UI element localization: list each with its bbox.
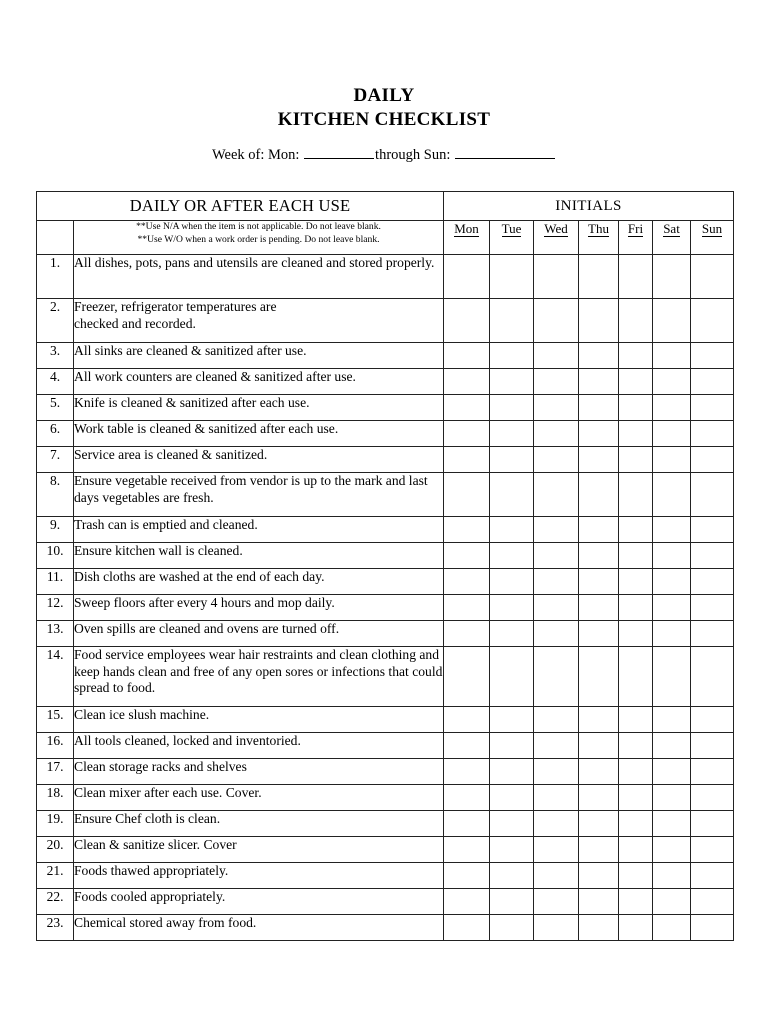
initial-cell-mon[interactable]	[444, 733, 490, 759]
table-row	[37, 889, 734, 915]
week-of-middle-label: through Sun:	[375, 147, 451, 163]
initial-cell-sun[interactable]	[691, 863, 734, 889]
initial-cell-sat[interactable]	[653, 343, 691, 369]
initial-cell-thu[interactable]	[579, 863, 619, 889]
initial-cell-thu[interactable]	[579, 473, 619, 517]
initial-cell-sat[interactable]	[653, 517, 691, 543]
initial-cell-sat[interactable]	[653, 395, 691, 421]
initial-cell-fri[interactable]	[619, 569, 653, 595]
initial-cell-sat[interactable]	[653, 759, 691, 785]
initial-cell-sun[interactable]	[691, 255, 734, 299]
initial-cell-tue[interactable]	[490, 621, 534, 647]
initial-cell-wed[interactable]	[534, 785, 579, 811]
table-row	[37, 395, 734, 421]
initial-cell-sat[interactable]	[653, 447, 691, 473]
initial-cell-sun[interactable]	[691, 759, 734, 785]
initial-cell-sun[interactable]	[691, 299, 734, 343]
initial-cell-mon[interactable]	[444, 621, 490, 647]
task-description: Work table is cleaned & sanitized after each use.	[74, 421, 444, 447]
initial-cell-wed[interactable]	[534, 707, 579, 733]
initial-cell-sat[interactable]	[653, 785, 691, 811]
initial-cell-sat[interactable]	[653, 863, 691, 889]
initial-cell-thu[interactable]	[579, 421, 619, 447]
initial-cell-mon[interactable]	[444, 889, 490, 915]
initial-cell-tue[interactable]	[490, 759, 534, 785]
header-day-sat	[653, 221, 691, 255]
table-row	[37, 785, 734, 811]
initial-cell-thu[interactable]	[579, 447, 619, 473]
task-description: All tools cleaned, locked and inventoried.	[74, 733, 444, 759]
header-usage-notes	[74, 221, 444, 255]
task-number: 3.	[37, 343, 74, 369]
initial-cell-mon[interactable]	[444, 811, 490, 837]
initial-cell-tue[interactable]	[490, 785, 534, 811]
initial-cell-sun[interactable]	[691, 343, 734, 369]
table-row	[37, 421, 734, 447]
initial-cell-sat[interactable]	[653, 543, 691, 569]
initial-cell-mon[interactable]	[444, 343, 490, 369]
task-number: 21.	[37, 863, 74, 889]
task-number: 11.	[37, 569, 74, 595]
day-label-fri: Fri	[627, 221, 644, 236]
initial-cell-thu[interactable]	[579, 343, 619, 369]
initial-cell-fri[interactable]	[619, 421, 653, 447]
task-description: All dishes, pots, pans and utensils are cleaned and stored properly.	[74, 255, 444, 299]
initial-cell-wed[interactable]	[534, 517, 579, 543]
task-number: 17.	[37, 759, 74, 785]
initial-cell-sat[interactable]	[653, 733, 691, 759]
initial-cell-fri[interactable]	[619, 595, 653, 621]
initial-cell-thu[interactable]	[579, 647, 619, 707]
initial-cell-fri[interactable]	[619, 621, 653, 647]
task-number: 10.	[37, 543, 74, 569]
task-number: 7.	[37, 447, 74, 473]
task-description	[74, 299, 444, 343]
week-end-date-blank[interactable]	[455, 145, 555, 159]
initial-cell-thu[interactable]	[579, 595, 619, 621]
initial-cell-fri[interactable]	[619, 733, 653, 759]
day-label-wed: Wed	[544, 221, 568, 236]
header-day-fri	[619, 221, 653, 255]
task-description-line: checked and recorded.	[74, 315, 196, 331]
initial-cell-mon[interactable]	[444, 421, 490, 447]
initial-cell-sat[interactable]	[653, 647, 691, 707]
table-row	[37, 369, 734, 395]
initial-cell-wed[interactable]	[534, 647, 579, 707]
initial-cell-fri[interactable]	[619, 647, 653, 707]
table-row	[37, 647, 734, 707]
initial-cell-thu[interactable]	[579, 299, 619, 343]
initial-cell-sat[interactable]	[653, 595, 691, 621]
initial-cell-sun[interactable]	[691, 395, 734, 421]
task-description: Oven spills are cleaned and ovens are turned off.	[74, 621, 444, 647]
initial-cell-wed[interactable]	[534, 569, 579, 595]
initial-cell-sun[interactable]	[691, 569, 734, 595]
initial-cell-sun[interactable]	[691, 785, 734, 811]
initial-cell-fri[interactable]	[619, 889, 653, 915]
initial-cell-mon[interactable]	[444, 569, 490, 595]
initial-cell-thu[interactable]	[579, 759, 619, 785]
initial-cell-wed[interactable]	[534, 733, 579, 759]
initial-cell-mon[interactable]	[444, 785, 490, 811]
table-row	[37, 595, 734, 621]
initial-cell-mon[interactable]	[444, 915, 490, 941]
initial-cell-wed[interactable]	[534, 863, 579, 889]
initial-cell-tue[interactable]	[490, 395, 534, 421]
initial-cell-tue[interactable]	[490, 447, 534, 473]
document-title	[0, 84, 768, 132]
table-row	[37, 915, 734, 941]
table-row	[37, 447, 734, 473]
initial-cell-fri[interactable]	[619, 517, 653, 543]
table-row	[37, 473, 734, 517]
initial-cell-fri[interactable]	[619, 369, 653, 395]
initial-cell-sat[interactable]	[653, 369, 691, 395]
initial-cell-sat[interactable]	[653, 621, 691, 647]
initial-cell-sat[interactable]	[653, 569, 691, 595]
task-number: 23.	[37, 915, 74, 941]
task-description: Ensure vegetable received from vendor is up to the mark and last days vegetables are fresh.	[74, 473, 444, 517]
initial-cell-mon[interactable]	[444, 369, 490, 395]
task-number: 9.	[37, 517, 74, 543]
task-description: Sweep floors after every 4 hours and mop daily.	[74, 595, 444, 621]
task-number: 16.	[37, 733, 74, 759]
initial-cell-sun[interactable]	[691, 421, 734, 447]
initial-cell-sun[interactable]	[691, 733, 734, 759]
initial-cell-sat[interactable]	[653, 473, 691, 517]
task-number: 19.	[37, 811, 74, 837]
initial-cell-sat[interactable]	[653, 255, 691, 299]
initial-cell-mon[interactable]	[444, 759, 490, 785]
initial-cell-fri[interactable]	[619, 299, 653, 343]
task-number: 4.	[37, 369, 74, 395]
initial-cell-tue[interactable]	[490, 369, 534, 395]
initial-cell-thu[interactable]	[579, 733, 619, 759]
initial-cell-fri[interactable]	[619, 837, 653, 863]
initial-cell-fri[interactable]	[619, 447, 653, 473]
task-number: 6.	[37, 421, 74, 447]
initial-cell-thu[interactable]	[579, 517, 619, 543]
header-tasks-title: DAILY OR AFTER EACH USE	[37, 192, 444, 221]
initial-cell-fri[interactable]	[619, 343, 653, 369]
initial-cell-sun[interactable]	[691, 621, 734, 647]
task-description: Trash can is emptied and cleaned.	[74, 517, 444, 543]
initial-cell-fri[interactable]	[619, 785, 653, 811]
initial-cell-tue[interactable]	[490, 421, 534, 447]
task-description: Foods cooled appropriately.	[74, 889, 444, 915]
initial-cell-fri[interactable]	[619, 811, 653, 837]
initial-cell-wed[interactable]	[534, 369, 579, 395]
task-description: Ensure Chef cloth is clean.	[74, 811, 444, 837]
initial-cell-sat[interactable]	[653, 837, 691, 863]
table-body	[37, 255, 734, 941]
initial-cell-wed[interactable]	[534, 299, 579, 343]
initial-cell-tue[interactable]	[490, 595, 534, 621]
initial-cell-thu[interactable]	[579, 369, 619, 395]
task-number: 8.	[37, 473, 74, 517]
initial-cell-sun[interactable]	[691, 811, 734, 837]
table-row	[37, 811, 734, 837]
initial-cell-wed[interactable]	[534, 255, 579, 299]
initial-cell-sun[interactable]	[691, 473, 734, 517]
initial-cell-tue[interactable]	[490, 343, 534, 369]
initial-cell-fri[interactable]	[619, 707, 653, 733]
week-of-line	[0, 145, 768, 164]
initial-cell-thu[interactable]	[579, 915, 619, 941]
initial-cell-sat[interactable]	[653, 421, 691, 447]
initial-cell-wed[interactable]	[534, 421, 579, 447]
initial-cell-thu[interactable]	[579, 543, 619, 569]
initial-cell-sun[interactable]	[691, 647, 734, 707]
initial-cell-tue[interactable]	[490, 647, 534, 707]
task-description: Clean storage racks and shelves	[74, 759, 444, 785]
initial-cell-sun[interactable]	[691, 369, 734, 395]
initial-cell-mon[interactable]	[444, 395, 490, 421]
header-day-wed	[534, 221, 579, 255]
initial-cell-tue[interactable]	[490, 255, 534, 299]
week-start-date-blank[interactable]	[304, 145, 374, 159]
initial-cell-sat[interactable]	[653, 889, 691, 915]
table-row	[37, 569, 734, 595]
task-description: Clean ice slush machine.	[74, 707, 444, 733]
initial-cell-thu[interactable]	[579, 837, 619, 863]
title-line-2: KITCHEN CHECKLIST	[277, 109, 491, 130]
initial-cell-sun[interactable]	[691, 517, 734, 543]
initial-cell-tue[interactable]	[490, 889, 534, 915]
initial-cell-mon[interactable]	[444, 299, 490, 343]
initial-cell-sun[interactable]	[691, 447, 734, 473]
day-label-tue: Tue	[501, 221, 522, 236]
initial-cell-mon[interactable]	[444, 647, 490, 707]
initial-cell-wed[interactable]	[534, 915, 579, 941]
initial-cell-fri[interactable]	[619, 543, 653, 569]
initial-cell-mon[interactable]	[444, 863, 490, 889]
task-number: 1.	[37, 255, 74, 299]
initial-cell-sat[interactable]	[653, 811, 691, 837]
initial-cell-sun[interactable]	[691, 915, 734, 941]
initial-cell-wed[interactable]	[534, 811, 579, 837]
initial-cell-fri[interactable]	[619, 759, 653, 785]
initial-cell-thu[interactable]	[579, 811, 619, 837]
task-number: 12.	[37, 595, 74, 621]
initial-cell-thu[interactable]	[579, 707, 619, 733]
task-number: 22.	[37, 889, 74, 915]
initial-cell-sun[interactable]	[691, 889, 734, 915]
initial-cell-sun[interactable]	[691, 543, 734, 569]
initial-cell-fri[interactable]	[619, 915, 653, 941]
initial-cell-thu[interactable]	[579, 889, 619, 915]
task-description: Food service employees wear hair restraints and clean clothing and keep hands clean and free of any open sores or infections that could spread to food.	[74, 647, 444, 707]
table-header-row-main	[37, 192, 734, 221]
day-label-thu: Thu	[588, 221, 609, 236]
table-header-row-days	[37, 221, 734, 255]
initial-cell-tue[interactable]	[490, 707, 534, 733]
task-description: All sinks are cleaned & sanitized after use.	[74, 343, 444, 369]
initial-cell-wed[interactable]	[534, 473, 579, 517]
initial-cell-mon[interactable]	[444, 255, 490, 299]
table-head	[37, 192, 734, 255]
task-description: Clean mixer after each use. Cover.	[74, 785, 444, 811]
task-description: Knife is cleaned & sanitized after each use.	[74, 395, 444, 421]
task-number: 18.	[37, 785, 74, 811]
task-number: 2.	[37, 299, 74, 343]
initial-cell-sat[interactable]	[653, 299, 691, 343]
table-row	[37, 517, 734, 543]
table-row	[37, 733, 734, 759]
header-day-thu	[579, 221, 619, 255]
initial-cell-mon[interactable]	[444, 543, 490, 569]
header-initials-title: INITIALS	[444, 192, 734, 221]
initial-cell-wed[interactable]	[534, 543, 579, 569]
day-label-mon: Mon	[454, 221, 479, 236]
table-row	[37, 543, 734, 569]
week-of-prefix-label: Week of: Mon:	[211, 147, 300, 163]
initial-cell-mon[interactable]	[444, 707, 490, 733]
task-number: 20.	[37, 837, 74, 863]
task-description: Dish cloths are washed at the end of each day.	[74, 569, 444, 595]
task-number: 13.	[37, 621, 74, 647]
initial-cell-tue[interactable]	[490, 543, 534, 569]
initial-cell-wed[interactable]	[534, 395, 579, 421]
task-number: 5.	[37, 395, 74, 421]
initial-cell-mon[interactable]	[444, 517, 490, 543]
initial-cell-tue[interactable]	[490, 915, 534, 941]
initial-cell-mon[interactable]	[444, 447, 490, 473]
table-row	[37, 759, 734, 785]
initial-cell-sat[interactable]	[653, 707, 691, 733]
table-row	[37, 621, 734, 647]
initial-cell-thu[interactable]	[579, 255, 619, 299]
day-label-sat: Sat	[663, 221, 680, 236]
initial-cell-tue[interactable]	[490, 863, 534, 889]
task-number: 14.	[37, 647, 74, 707]
initial-cell-tue[interactable]	[490, 517, 534, 543]
initial-cell-fri[interactable]	[619, 395, 653, 421]
initial-cell-wed[interactable]	[534, 595, 579, 621]
title-line-1: DAILY	[353, 85, 415, 106]
initial-cell-sun[interactable]	[691, 595, 734, 621]
daily-kitchen-checklist-table	[36, 191, 734, 941]
usage-note-na: **Use N/A when the item is not applicable. Do not leave blank.	[136, 221, 381, 232]
initial-cell-mon[interactable]	[444, 595, 490, 621]
initial-cell-wed[interactable]	[534, 759, 579, 785]
table-row	[37, 255, 734, 299]
initial-cell-fri[interactable]	[619, 863, 653, 889]
initial-cell-mon[interactable]	[444, 473, 490, 517]
initial-cell-tue[interactable]	[490, 569, 534, 595]
initial-cell-thu[interactable]	[579, 621, 619, 647]
initial-cell-thu[interactable]	[579, 785, 619, 811]
initial-cell-wed[interactable]	[534, 837, 579, 863]
initial-cell-wed[interactable]	[534, 447, 579, 473]
initial-cell-wed[interactable]	[534, 621, 579, 647]
initial-cell-tue[interactable]	[490, 473, 534, 517]
initial-cell-tue[interactable]	[490, 811, 534, 837]
day-label-sun: Sun	[701, 221, 723, 236]
header-day-sun	[691, 221, 734, 255]
header-number-spacer	[37, 221, 74, 255]
header-day-mon	[444, 221, 490, 255]
usage-note-wo: **Use W/O when a work order is pending. Do not leave blank.	[137, 233, 380, 245]
task-description: Chemical stored away from food.	[74, 915, 444, 941]
initial-cell-fri[interactable]	[619, 255, 653, 299]
table-row	[37, 299, 734, 343]
initial-cell-tue[interactable]	[490, 837, 534, 863]
task-number: 15.	[37, 707, 74, 733]
initial-cell-mon[interactable]	[444, 837, 490, 863]
task-description: Service area is cleaned & sanitized.	[74, 447, 444, 473]
table-row	[37, 837, 734, 863]
initial-cell-thu[interactable]	[579, 569, 619, 595]
table-row	[37, 863, 734, 889]
initial-cell-tue[interactable]	[490, 733, 534, 759]
initial-cell-sun[interactable]	[691, 837, 734, 863]
initial-cell-tue[interactable]	[490, 299, 534, 343]
initial-cell-wed[interactable]	[534, 889, 579, 915]
initial-cell-sun[interactable]	[691, 707, 734, 733]
task-description: Foods thawed appropriately.	[74, 863, 444, 889]
table-row	[37, 343, 734, 369]
task-description-line: Freezer, refrigerator temperatures are	[74, 299, 277, 314]
header-day-tue	[490, 221, 534, 255]
initial-cell-fri[interactable]	[619, 473, 653, 517]
task-description: All work counters are cleaned & sanitized after use.	[74, 369, 444, 395]
table-row	[37, 707, 734, 733]
task-description: Clean & sanitize slicer. Cover	[74, 837, 444, 863]
initial-cell-wed[interactable]	[534, 343, 579, 369]
task-description: Ensure kitchen wall is cleaned.	[74, 543, 444, 569]
initial-cell-thu[interactable]	[579, 395, 619, 421]
initial-cell-sat[interactable]	[653, 915, 691, 941]
